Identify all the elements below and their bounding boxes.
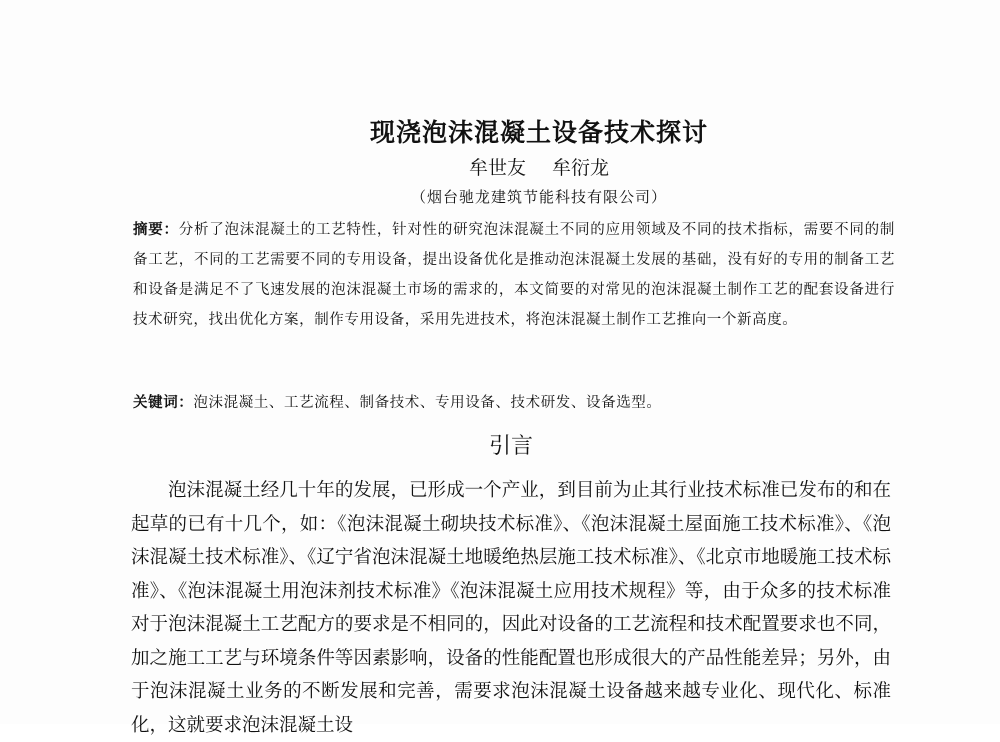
keywords-block bbox=[133, 388, 895, 418]
abstract-label: 摘要： bbox=[133, 222, 179, 238]
author-name: 牟世友 bbox=[468, 157, 526, 179]
body-paragraph: 泡沫混凝土经几十年的发展，已形成一个产业，到目前为止其行业技术标准已发布的和在起草的已有十几个，如：《泡沫混凝土砌块技术标准》、《泡沫混凝土屋面施工技术标准》、《泡沫混凝土技术标准》、《辽宁省泡沫混凝土地暖绝热层施工技术标准》、《北京市地暖施工技术标准》、《泡沫混凝土用泡沫剂技术标准》《泡沫混凝土应用技术规程》等，由于众多的技术标准对于泡沫混凝土工艺配方的要求是不相同的，因此对设备的工艺流程和技术配置要求也不同，加之施工工艺与环境条件等因素影响，设备的性能配置也形成很大的产品性能差异；另外，由于泡沫混凝土业务的不断发展和完善，需要求泡沫混凝土设备越来越专业化、现代化、标准化，这就要求泡沫混凝土设 bbox=[131, 480, 891, 736]
keywords-label: 关键词： bbox=[133, 395, 194, 411]
paper-title: 现浇泡沫混凝土设备技术探讨 bbox=[369, 118, 708, 147]
author-affiliation: （烟台驰龙建筑节能科技有限公司） bbox=[410, 188, 667, 206]
section-heading-introduction: 引言 bbox=[488, 434, 533, 459]
author-name: 牟衍龙 bbox=[552, 157, 610, 179]
abstract-block bbox=[133, 215, 895, 335]
abstract-text: 分析了泡沫混凝土的工艺特性，针对性的研究泡沫混凝土不同的应用领域及不同的技术指标，需要不同的制备工艺，不同的工艺需要不同的专用设备，提出设备优化是推动泡沫混凝土发展的基础，没有好的专用的制备工艺和设备是满足不了飞速发展的泡沫混凝土市场的需求的，本文简要的对常见的泡沫混凝土制作工艺的配套设备进行技术研究，找出优化方案，制作专用设备，采用先进技术，将泡沫混凝土制作工艺推向一个新高度。 bbox=[133, 222, 895, 328]
keywords-text: 泡沫混凝土、工艺流程、制备技术、专用设备、技术研发、设备选型。 bbox=[193, 395, 662, 411]
author-list bbox=[0, 153, 1000, 180]
